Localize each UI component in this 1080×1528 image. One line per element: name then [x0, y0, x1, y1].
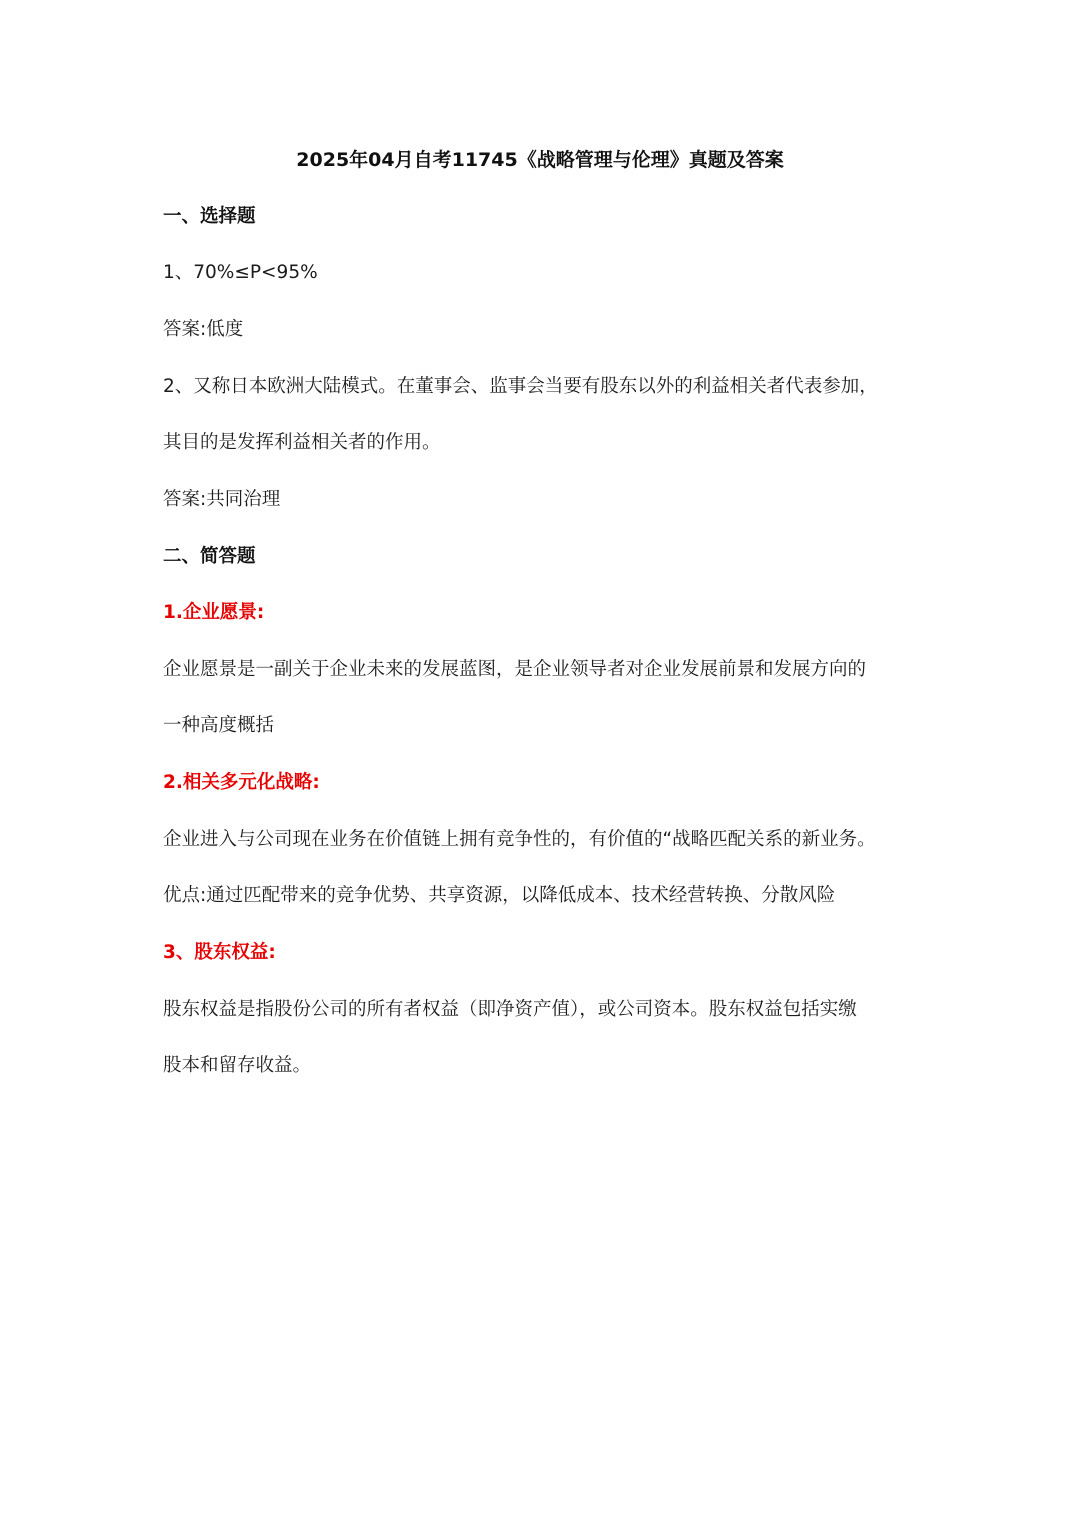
item-3-body-line-1: 股东权益是指股份公司的所有者权益（即净资产值），或公司资本。股东权益包括实缴 — [163, 999, 857, 1020]
question-1: 1、70%≤P<95% — [163, 262, 318, 283]
item-2-title: 2.相关多元化战略: — [163, 772, 320, 793]
section-heading-choice: 一、选择题 — [163, 206, 256, 227]
item-2-body-line-1: 企业进入与公司现在业务在价值链上拥有竞争性的，有价值的“战略匹配关系的新业务。 — [163, 829, 876, 850]
section-heading-short-answer: 二、简答题 — [163, 546, 256, 567]
item-3-title: 3、股东权益: — [163, 942, 276, 963]
item-1-body-line-2: 一种高度概括 — [163, 715, 275, 736]
item-3-body-line-2: 股本和留存收益。 — [163, 1055, 312, 1076]
item-1-title: 1.企业愿景: — [163, 602, 265, 623]
question-2-line-2: 其目的是发挥利益相关者的作用。 — [163, 432, 441, 453]
question-2-line-1: 2、又称日本欧洲大陆模式。在董事会、监事会当要有股东以外的利益相关者代表参加， — [163, 376, 878, 397]
document-title: 2025年04月自考11745《战略管理与伦理》真题及答案 — [296, 149, 784, 171]
item-2-body-line-2: 优点:通过匹配带来的竞争优势、共享资源，以降低成本、技术经营转换、分散风险 — [163, 885, 836, 906]
answer-2: 答案:共同治理 — [163, 489, 281, 510]
answer-1: 答案:低度 — [163, 319, 244, 340]
item-1-body-line-1: 企业愿景是一副关于企业未来的发展蓝图，是企业领导者对企业发展前景和发展方向的 — [163, 659, 867, 680]
